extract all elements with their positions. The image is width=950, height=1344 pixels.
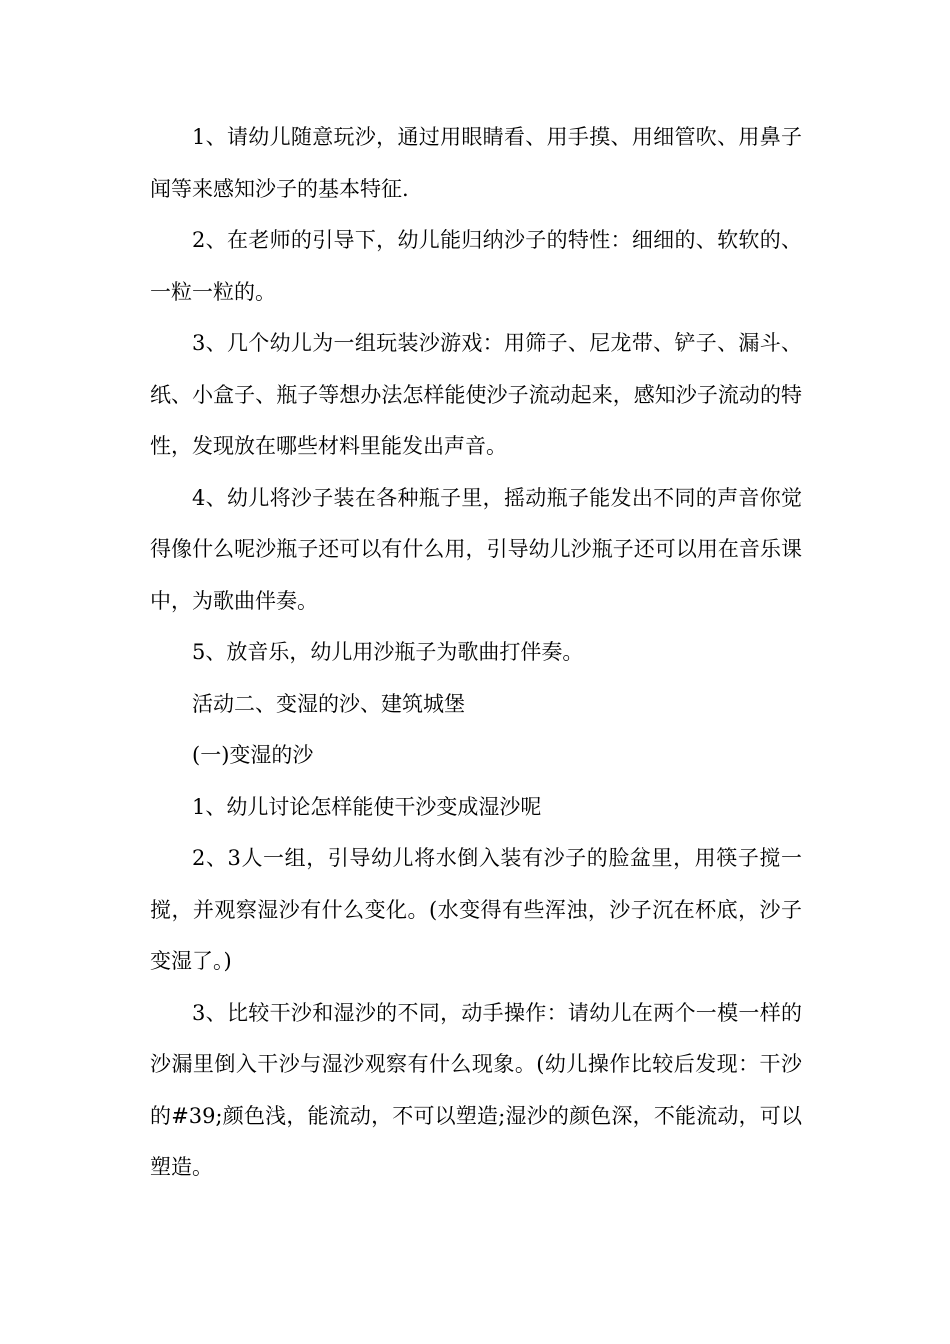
paragraph-step-2: 2、在老师的引导下，幼儿能归纳沙子的特性：细细的、软软的、一粒一粒的。 xyxy=(150,228,802,304)
paragraph-step-1: 1、请幼儿随意玩沙，通过用眼睛看、用手摸、用细管吹、用鼻子闻等来感知沙子的基本特征. xyxy=(150,125,802,201)
subsection-heading-wet-sand: (一)变湿的沙 xyxy=(192,743,314,767)
section-heading-activity-2: 活动二、变湿的沙、建筑城堡 xyxy=(192,691,465,716)
document-page xyxy=(150,112,802,1194)
paragraph-step-3: 3、几个幼儿为一组玩装沙游戏：用筛子、尼龙带、铲子、漏斗、纸、小盒子、瓶子等想办法怎样能使沙子流动起来，感知沙子流动的特性，发现放在哪些材料里能发出声音。 xyxy=(150,331,802,458)
paragraph-step-4: 4、幼儿将沙子装在各种瓶子里，摇动瓶子能发出不同的声音你觉得像什么呢沙瓶子还可以有什么用，引导幼儿沙瓶子还可以用在音乐课中，为歌曲伴奏。 xyxy=(150,485,802,613)
paragraph-step-5: 5、放音乐，幼儿用沙瓶子为歌曲打伴奏。 xyxy=(192,640,584,664)
paragraph-wet-step-1: 1、幼儿讨论怎样能使干沙变成湿沙呢 xyxy=(192,794,542,819)
paragraph-wet-step-3: 3、比较干沙和湿沙的不同，动手操作：请幼儿在两个一模一样的沙漏里倒入干沙与湿沙观察有什么现象。(幼儿操作比较后发现：干沙的#39;颜色浅，能流动，不可以塑造;湿沙的颜色深，不能流动，可以塑造。 xyxy=(150,1000,802,1179)
paragraph-wet-step-2: 2、3人一组，引导幼儿将水倒入装有沙子的脸盆里，用筷子搅一搅，并观察湿沙有什么变化。(水变得有些浑浊，沙子沉在杯底，沙子变湿了。) xyxy=(150,846,802,973)
